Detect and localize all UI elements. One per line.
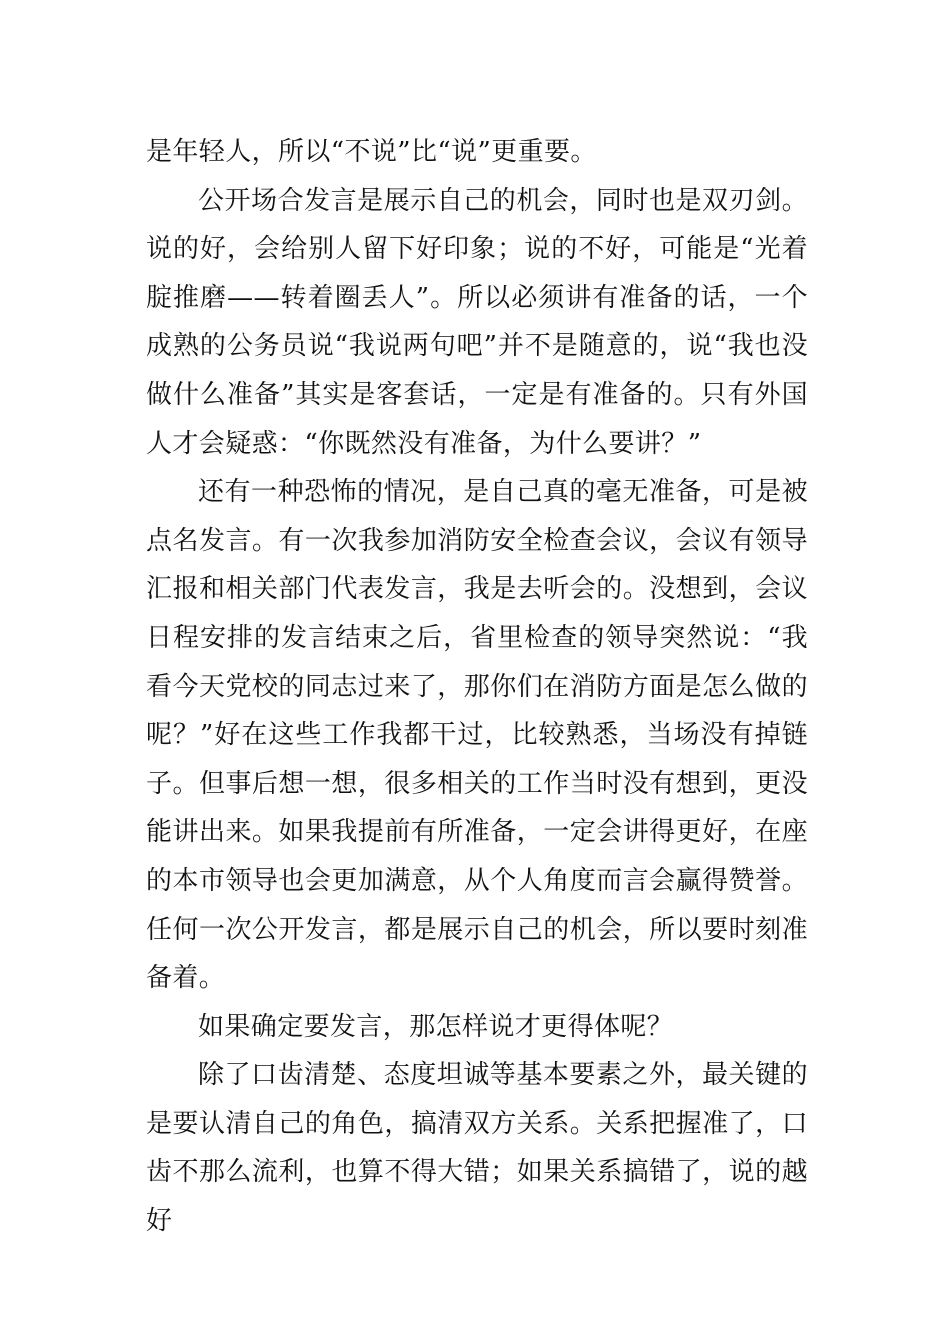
paragraph-2: 公开场合发言是展示自己的机会，同时也是双刃剑。说的好，会给别人留下好印象；说的不好，可能是“光着腚推磨——转着圈丢人”。所以必须讲有准备的话，一个成熟的公务员说“我说两句吧”并不是随意的，说“我也没做什么准备”其实是客套话，一定是有准备的。只有外国人才会疑惑：“你既然没有准备，为什么要讲？” xyxy=(146,185,808,459)
paragraph-4: 如果确定要发言，那怎样说才更得体呢？ xyxy=(198,1011,674,1042)
paragraph-5: 除了口齿清楚、态度坦诚等基本要素之外，最关键的是要认清自己的角色，搞清双方关系。关系把握准了，口齿不那么流利，也算不得大错；如果关系搞错了，说的越好 xyxy=(146,1060,808,1237)
paragraph-3: 还有一种恐怖的情况，是自己真的毫无准备，可是被点名发言。有一次我参加消防安全检查会议，会议有领导汇报和相关部门代表发言，我是去听会的。没想到，会议日程安排的发言结束之后，省里检查的领导突然说：“我看今天党校的同志过来了，那你们在消防方面是怎么做的呢？”好在这些工作我都干过，比较熟悉，当场没有掉链子。但事后想一想，很多相关的工作当时没有想到，更没能讲出来。如果我提前有所准备，一定会讲得更好，在座的本市领导也会更加满意，从个人角度而言会赢得赞誉。任何一次公开发言，都是展示自己的机会，所以要时刻准备着。 xyxy=(146,477,808,994)
document-page xyxy=(146,128,808,1246)
paragraph-1: 是年轻人，所以“不说”比“说”更重要。 xyxy=(146,137,597,167)
